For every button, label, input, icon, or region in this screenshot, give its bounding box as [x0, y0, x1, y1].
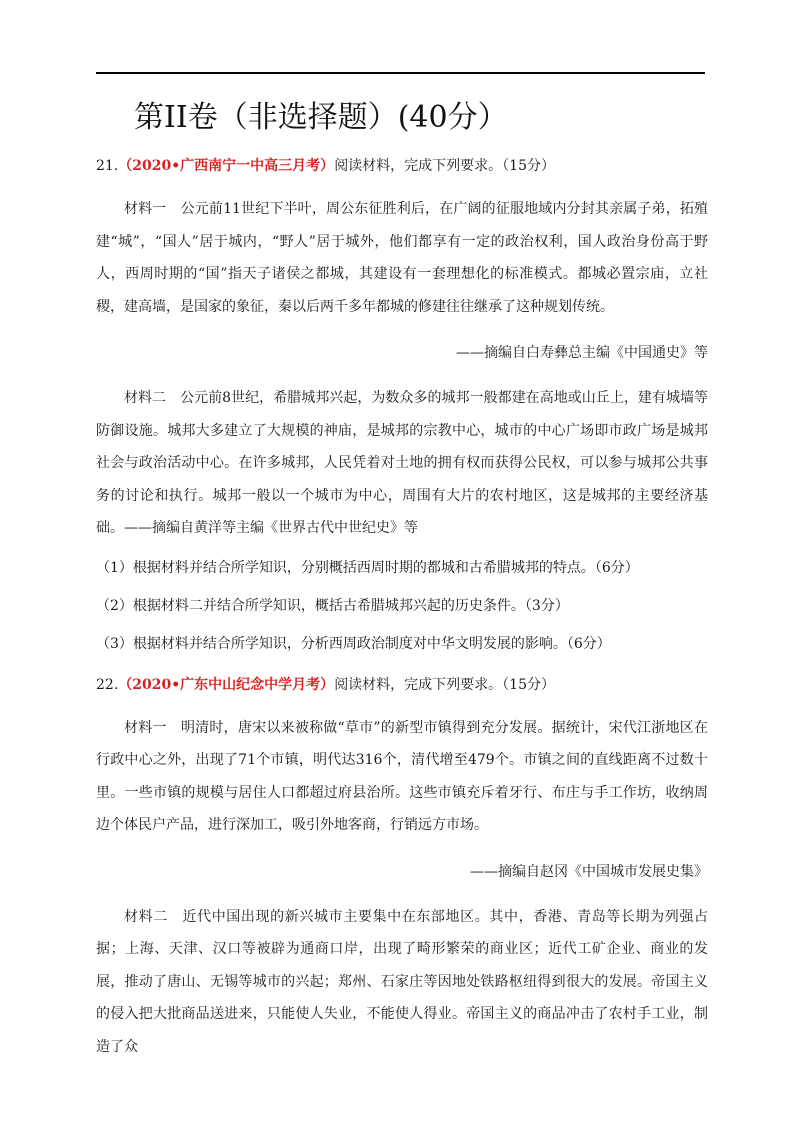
q21-sub-question-3: （3）根据材料并结合所学知识，分析西周政治制度对中华文明发展的影响。（6分）: [96, 635, 611, 652]
q21-material-1: 材料一 公元前11世纪下半叶，周公东征胜利后，在广阔的征服地域内分封其亲属子弟，拓殖建“城”，“国人”居于城内，“野人”居于城外，他们都享有一定的政治权利，国人政治身份高于野人，西周时期的“国”指天子诸侯之都城，其建设有一套理想化的标准模式。都城必置宗庙，立社稷，建高墙，是国家的象征，秦以后两千多年都城的修建往往继承了这种规划传统。: [96, 201, 708, 315]
question-22-header: [96, 671, 708, 699]
q21-sub-question-2: （2）根据材料二并结合所学知识，概括古希腊城邦兴起的历史条件。（3分）: [96, 597, 569, 614]
question-number: 21.: [96, 158, 119, 174]
question-source: （2020•广东中山纪念中学月考）: [118, 676, 335, 693]
q21-sub-question-1: （1）根据材料并结合所学知识，分别概括西周时期的都城和古希腊城邦的特点。（6分）: [96, 559, 639, 576]
q21-material-2: 材料二 公元前8世纪，希腊城邦兴起，为数众多的城邦一般都建在高地或山丘上，建有城墙等防御设施。城邦大多建立了大规模的神庙，是城邦的宗教中心，城市的中心广场即市政广场是城邦社会与政治活动中心。在许多城邦，人民凭着对土地的拥有权而获得公民权，可以参与城邦公共事务的讨论和执行。城邦一般以一个城市为中心，周围有大片的农村地区，这是城邦的主要经济基础。——摘编自黄洋等主编《世界古代中世纪史》等: [96, 390, 708, 536]
question-number: 22.: [96, 676, 119, 693]
question-prompt: 阅读材料，完成下列要求。（15分）: [334, 676, 556, 693]
q22-citation-1: ——摘编自赵冈《中国城市发展史集》: [470, 863, 708, 880]
q22-material-1: 材料一 明清时，唐宋以来被称做“草市”的新型市镇得到充分发展。据统计，宋代江浙地区在行政中心之外，出现了71个市镇，明代达316个，清代增至479个。市镇之间的直线距离不过数十里。一些市镇的规模与居住人口都超过府县治所。这些市镇充斥着牙行、布庄与手工作坊，收纳周边个体民户产品，进行深加工，吸引外地客商，行销远方市场。: [96, 719, 708, 833]
q22-material-2: 材料二 近代中国出现的新兴城市主要集中在东部地区。其中，香港、青岛等长期为列强占据；上海、天津、汉口等被辟为通商口岸，出现了畸形繁荣的商业区；近代工矿企业、商业的发展，推动了唐山、无锡等城市的兴起；郑州、石家庄等因地处铁路枢纽得到很大的发展。帝国主义的侵入把大批商品送进来，只能使人失业，不能使人得业。帝国主义的商品冲击了农村手工业，制造了众: [96, 908, 708, 1055]
header-rule: [96, 72, 705, 74]
q21-citation-1: ——摘编自白寿彝总主编《中国通史》等: [456, 345, 708, 361]
section-title: 第II卷（非选择题）(40分）: [134, 100, 508, 135]
question-prompt: 阅读材料，完成下列要求。（15分）: [334, 158, 556, 174]
question-21-header: [96, 152, 708, 180]
question-source: （2020•广西南宁一中高三月考）: [118, 158, 335, 174]
document-body: [96, 152, 708, 1063]
